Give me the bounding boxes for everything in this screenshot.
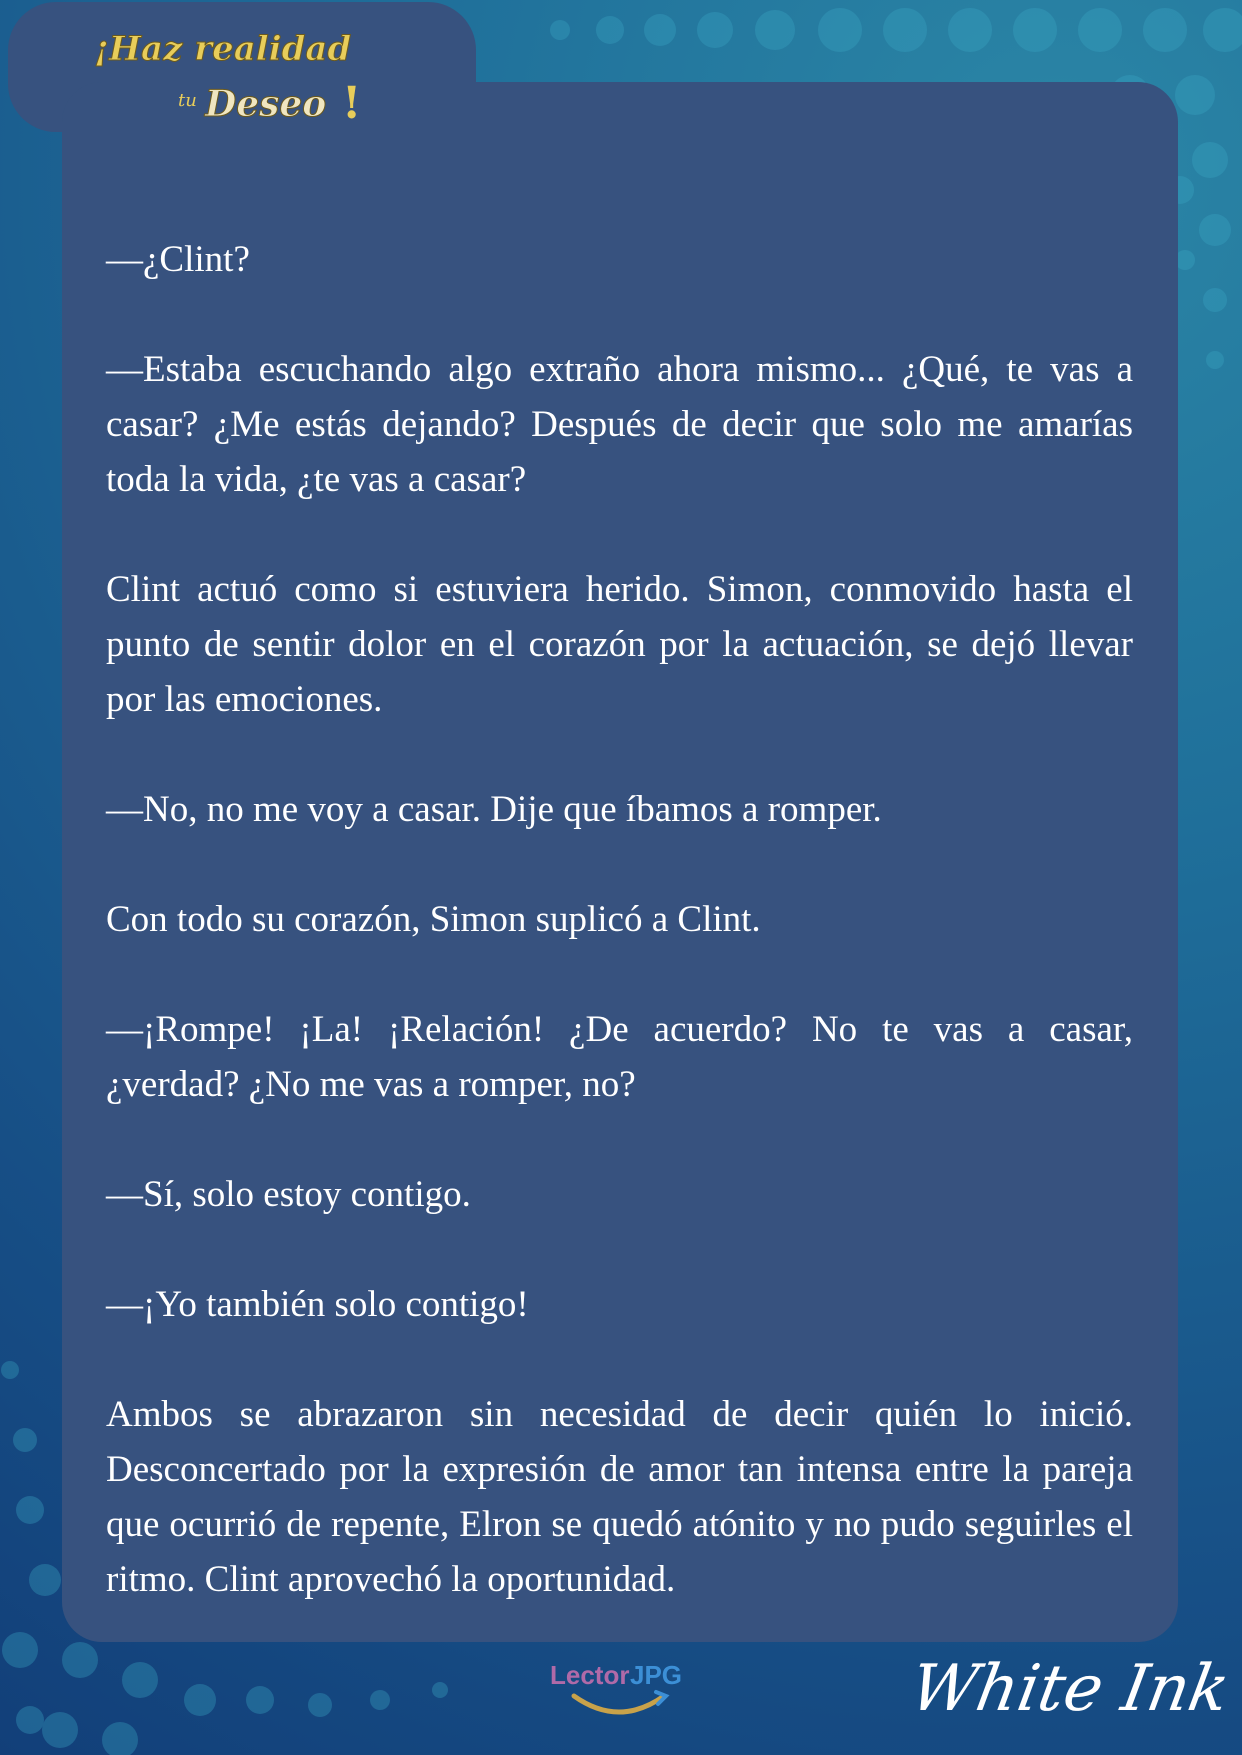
logo-exclamation: !	[342, 78, 362, 129]
logo-small: tu	[178, 90, 197, 111]
logo-jpg: JPG	[630, 1660, 683, 1690]
smile-arc-icon	[574, 1696, 664, 1712]
logo-line1: ¡Haz realidad	[94, 29, 352, 69]
paragraph: —No, no me voy a casar. Dije que íbamos a romper.	[106, 789, 882, 830]
lectorjpg-logo	[546, 1656, 692, 1726]
paragraph: Clint actuó como si estuviera herido. Simon, conmovido hasta el punto de sentir dolor en el corazón por la actuación, se dejó llevar por las emociones.	[106, 569, 1133, 720]
logo-line2: Deseo	[205, 83, 327, 125]
paragraph: —Estaba escuchando algo extraño ahora mismo... ¿Qué, te vas a casar? ¿Me estás dejando? Después de decir que solo me amarías toda la vida, ¿te vas a casar?	[106, 349, 1133, 500]
white-ink-signature	[904, 1618, 1235, 1738]
signature-text: White Ink	[904, 1651, 1235, 1726]
paragraph: —Sí, solo estoy contigo.	[106, 1174, 471, 1215]
paragraph: Con todo su corazón, Simon suplicó a Clint.	[106, 899, 761, 940]
paragraph: —¿Clint?	[106, 239, 250, 280]
paragraph: —¡Rompe! ¡La! ¡Relación! ¿De acuerdo? No te vas a casar, ¿verdad? ¿No me vas a romper, no?	[106, 1009, 1133, 1105]
deseo-logo	[90, 18, 380, 128]
paragraph: —¡Yo también solo contigo!	[106, 1284, 529, 1325]
logo-lector: Lector	[550, 1660, 630, 1690]
story-text	[106, 232, 1133, 1607]
paragraph: Ambos se abrazaron sin necesidad de decir quién lo inició. Desconcertado por la expresión de amor tan intensa entre la pareja que ocurrió de repente, Elron se quedó atónito y no pudo seguirles el ritmo. Clint aprovechó la oportunidad.	[106, 1394, 1133, 1600]
